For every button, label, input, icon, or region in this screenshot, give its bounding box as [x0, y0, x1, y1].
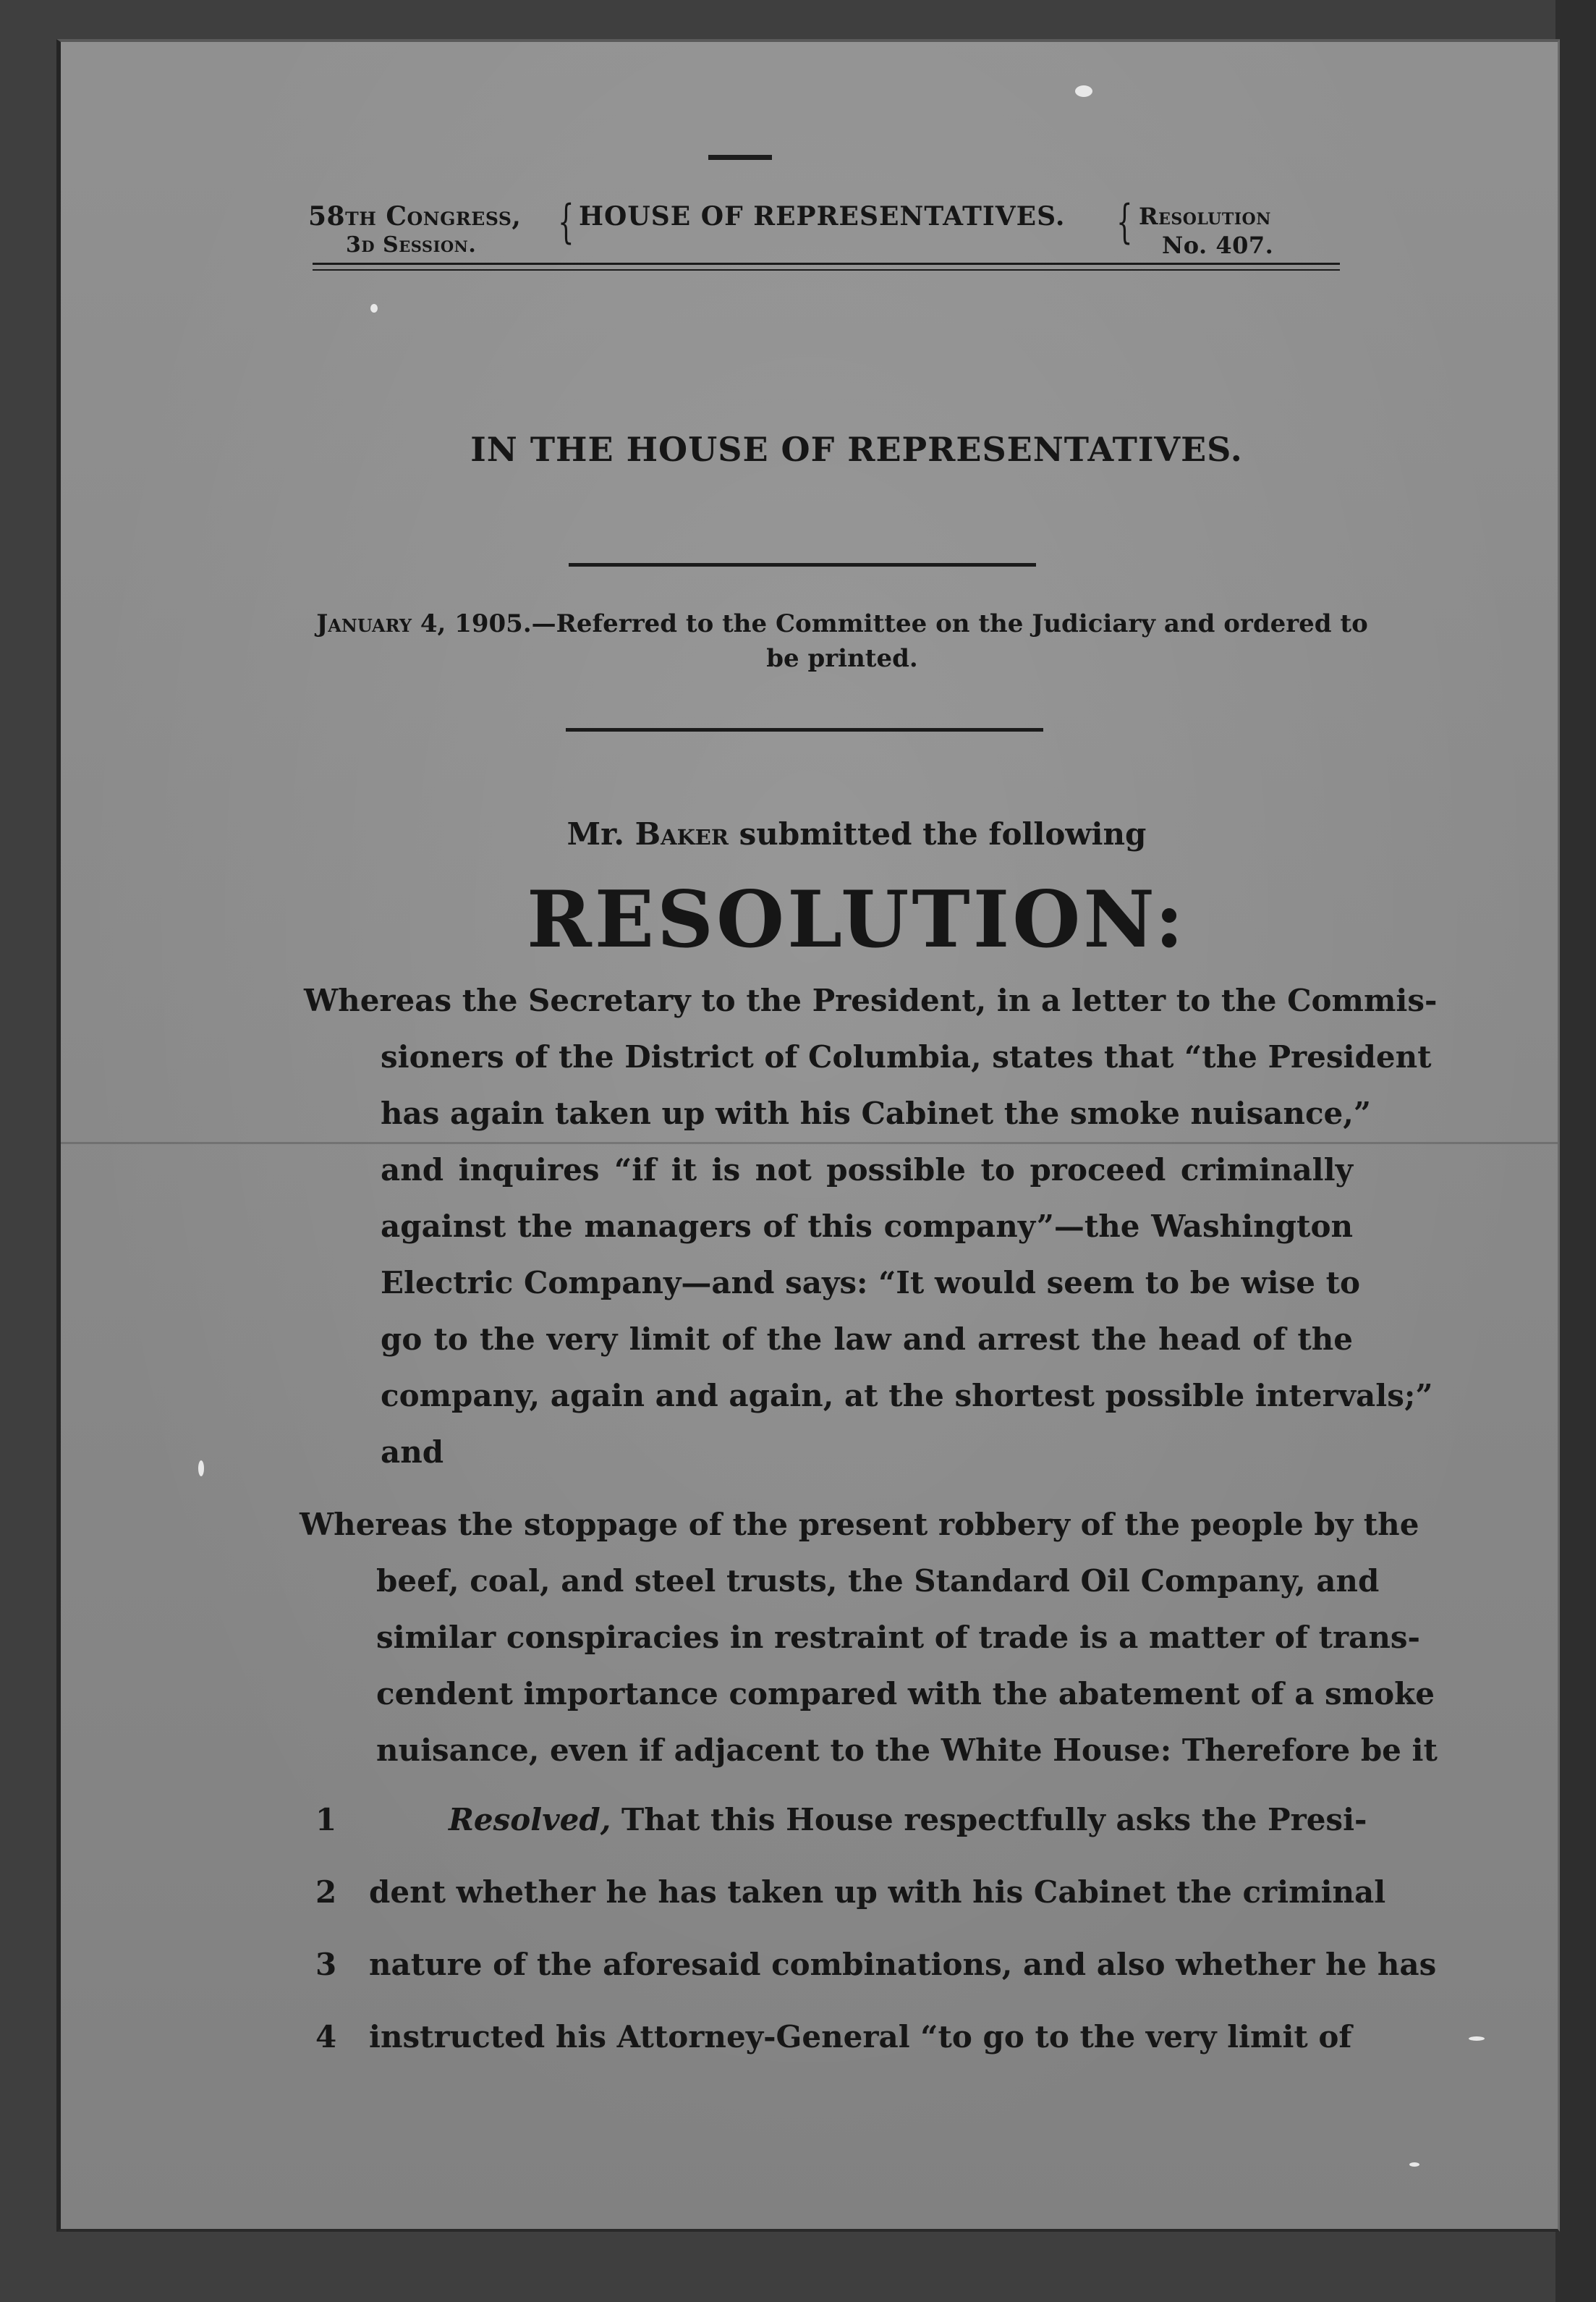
- resolution-title: RESOLUTION:: [526, 874, 1187, 965]
- scan-backdrop: [1555, 0, 1596, 2302]
- right-brace-glyph: {: [1116, 195, 1133, 249]
- submitted-prefix: Mr.: [566, 816, 624, 852]
- resolved-line-2: dent whether he has taken up with his Cabinet the criminal: [369, 1874, 1386, 1910]
- whereas1-line: and: [381, 1434, 444, 1470]
- resolution-page: [56, 39, 1560, 2232]
- whereas2-line: beef, coal, and steel trusts, the Standard Oil Company, and: [376, 1563, 1380, 1599]
- scan-speck: [1075, 85, 1092, 97]
- whereas1-line: Electric Company—and says: “It would seem to be wise to: [381, 1265, 1361, 1300]
- whereas2-line: cendent importance compared with the abatement of a smoke: [376, 1676, 1435, 1711]
- whereas2-line: similar conspiracies in restraint of trade is a matter of trans-: [376, 1620, 1420, 1655]
- resolution-number: No. 407.: [1162, 232, 1274, 259]
- session-label: 3d Session.: [346, 232, 477, 258]
- whereas1-line: against the managers of this company”—the Washington: [381, 1209, 1353, 1244]
- whereas1-line: go to the very limit of the law and arrest the head of the: [381, 1321, 1353, 1357]
- resolved-line-1: [449, 1802, 1367, 1838]
- whereas1-line: Whereas the Secretary to the President, in a letter to the Commis-: [304, 983, 1438, 1018]
- referral-month: January: [316, 609, 412, 638]
- whereas1-line: company, again and again, at the shortest possible intervals;”: [381, 1378, 1433, 1413]
- whereas1-line: has again taken up with his Cabinet the smoke nuisance,”: [381, 1096, 1372, 1131]
- divider-rule-2: [566, 728, 1043, 732]
- scan-speck: [198, 1460, 204, 1476]
- resolved-line-3: nature of the aforesaid combinations, and also whether he has: [369, 1947, 1437, 1982]
- scan-speck: [1409, 2162, 1419, 2167]
- referral-note: [300, 606, 1385, 676]
- chamber-label: HOUSE OF REPRESENTATIVES.: [579, 201, 1066, 232]
- whereas2-line: Whereas the stoppage of the present robbery of the people by the: [300, 1507, 1419, 1542]
- line-number: 3: [315, 1947, 337, 1982]
- resolved-line-4: instructed his Attorney-General “to go to the very limit of: [369, 2019, 1352, 2055]
- top-dash: [708, 155, 772, 160]
- whereas1-line: sioners of the District of Columbia, states that “the President: [381, 1039, 1432, 1075]
- submitted-suffix: submitted the following: [739, 816, 1147, 852]
- referral-text: 4, 1905.—Referred to the Committee on the Judiciary and ordered to: [420, 609, 1368, 638]
- whereas1-line: and inquires “if it is not possible to proceed criminally: [381, 1152, 1353, 1188]
- line-number: 1: [315, 1802, 337, 1837]
- line-number: 4: [315, 2019, 337, 2055]
- line-number: 2: [315, 1874, 337, 1910]
- whereas2-line: nuisance, even if adjacent to the White House: Therefore be it: [376, 1732, 1438, 1768]
- header-rule: [313, 263, 1340, 271]
- submitter-name: Baker: [634, 816, 729, 852]
- scan-speck: [370, 304, 378, 313]
- left-brace-glyph: {: [558, 195, 574, 249]
- scan-speck: [1469, 2036, 1485, 2041]
- resolved-word: Resolved,: [449, 1802, 611, 1837]
- referral-text-line2: be printed.: [766, 644, 918, 673]
- resolution-label: Resolution: [1139, 203, 1271, 230]
- congress-label: 58th Congress,: [308, 201, 522, 232]
- divider-rule-1: [569, 563, 1036, 567]
- submitted-line: [278, 816, 1435, 852]
- page-heading: IN THE HOUSE OF REPRESENTATIVES.: [470, 430, 1243, 469]
- paper-fold: [61, 1142, 1558, 1144]
- resolved-line-1-text: That this House respectfully asks the Presi-: [621, 1802, 1367, 1837]
